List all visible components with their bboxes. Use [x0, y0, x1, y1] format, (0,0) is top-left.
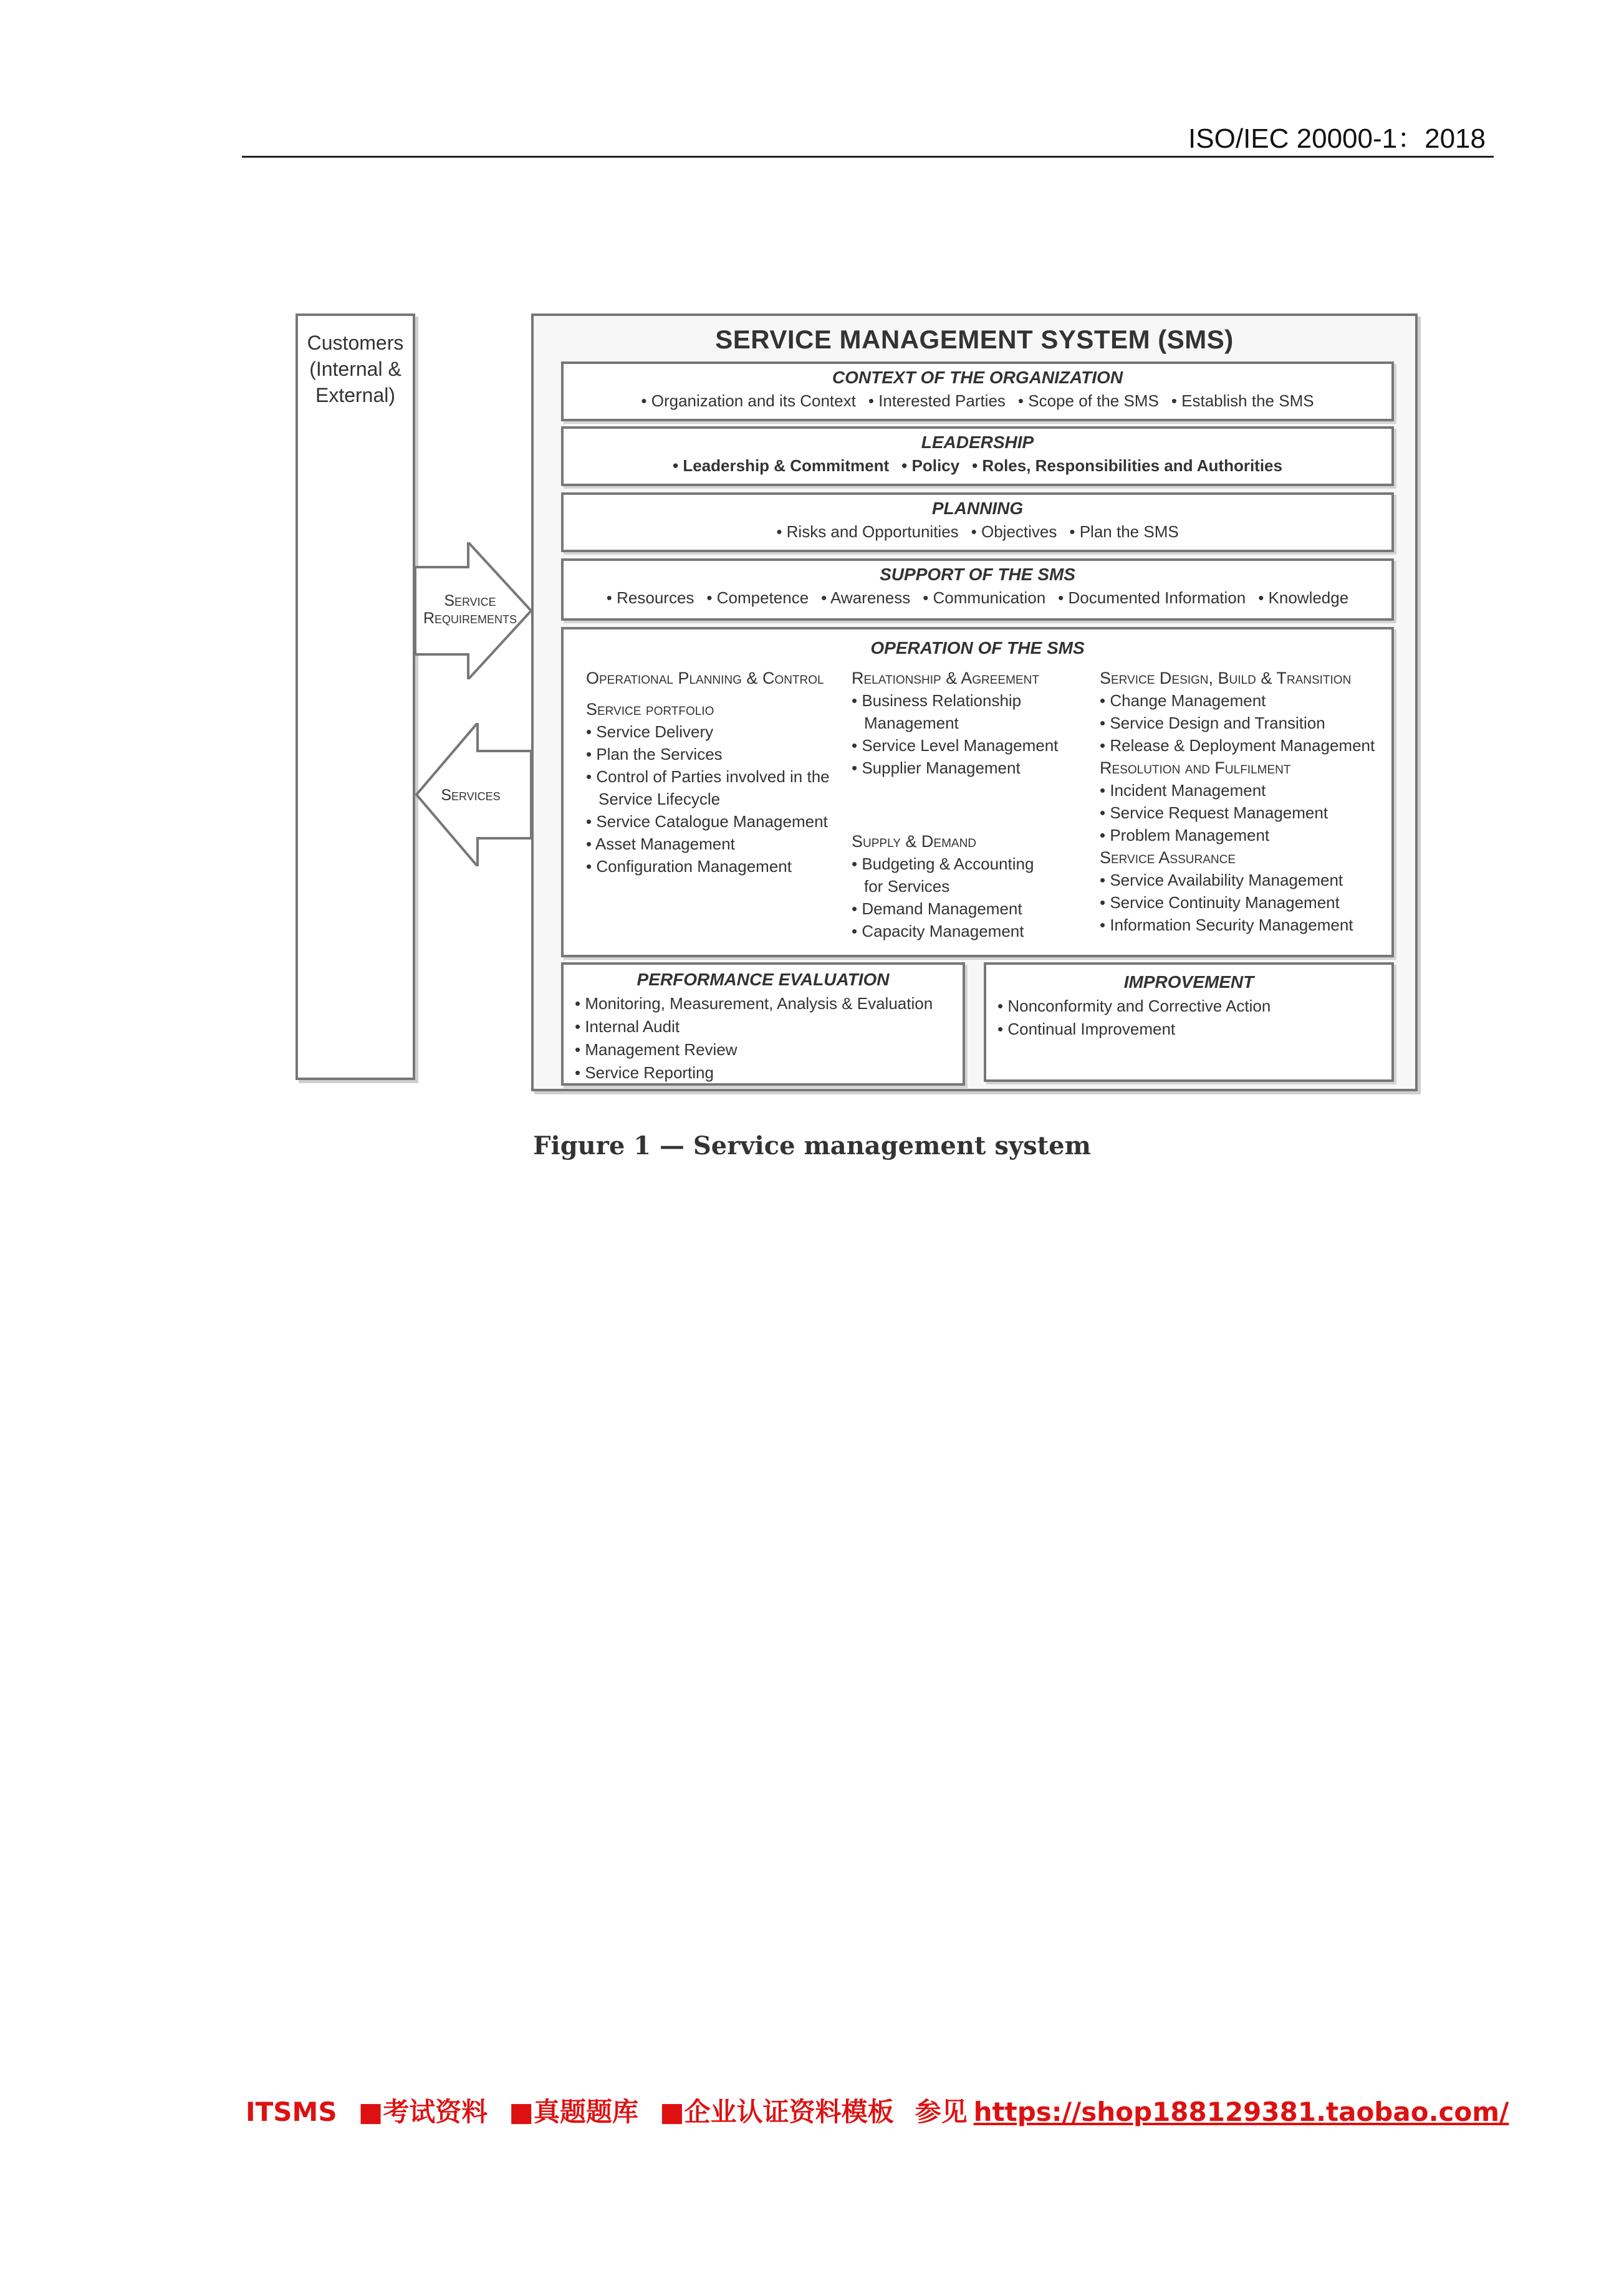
- footer-item-3: ■企业认证资料模板: [659, 2097, 894, 2127]
- planning-band: [561, 492, 1394, 552]
- op-item: • Release & Deployment Management: [1100, 736, 1375, 755]
- customers-line-3: External): [315, 384, 396, 406]
- context-item: • Establish the SMS: [1171, 391, 1314, 410]
- planning-item: • Plan the SMS: [1069, 522, 1179, 541]
- support-item: • Communication: [923, 588, 1046, 607]
- op-portfolio-heading: Service portfolio: [586, 700, 714, 719]
- improvement-item: • Nonconformity and Corrective Action: [997, 997, 1271, 1015]
- performance-item: • Management Review: [575, 1040, 738, 1059]
- service-requirements-label: [414, 592, 526, 627]
- op-item-cont: for Services: [864, 877, 950, 896]
- op-item: • Demand Management: [852, 899, 1022, 918]
- op-item: • Asset Management: [586, 835, 735, 853]
- footer-item-2: ■真题题库: [509, 2097, 638, 2127]
- context-band: [561, 361, 1394, 421]
- sms-title: SERVICE MANAGEMENT SYSTEM (SMS): [715, 325, 1234, 354]
- support-item: • Resources: [606, 588, 694, 607]
- op-item: • Service Continuity Management: [1100, 893, 1340, 912]
- performance-items: [564, 992, 963, 1084]
- improvement-items: [986, 995, 1391, 1041]
- context-item: • Scope of the SMS: [1017, 391, 1159, 410]
- leadership-item: • Leadership & Commitment: [673, 456, 890, 475]
- planning-title: PLANNING: [931, 499, 1024, 518]
- op-planning-heading: Operational Planning & Control: [586, 669, 824, 687]
- op-item: • Service Availability Management: [1100, 871, 1343, 889]
- op-item: • Supplier Management: [852, 758, 1021, 777]
- planning-items: [564, 522, 1391, 542]
- support-band: [561, 558, 1394, 621]
- services-label: Services: [441, 787, 501, 804]
- op-item: • Capacity Management: [852, 922, 1024, 940]
- footer-see: 参见: [915, 2097, 968, 2127]
- op-item: • Control of Parties involved in the: [586, 767, 830, 786]
- footer-brand: ITSMS: [246, 2097, 337, 2127]
- operation-title: OPERATION OF THE SMS: [870, 638, 1085, 658]
- operation-col-planning: [586, 667, 830, 878]
- support-item: • Knowledge: [1258, 588, 1349, 607]
- leadership-title: LEADERSHIP: [921, 433, 1034, 452]
- op-supply-heading: Supply & Demand: [852, 832, 977, 851]
- op-assurance-heading: Service Assurance: [1100, 848, 1236, 867]
- support-item: • Awareness: [821, 588, 911, 607]
- op-item: • Budgeting & Accounting: [852, 854, 1034, 873]
- context-title: CONTEXT OF THE ORGANIZATION: [832, 368, 1123, 387]
- performance-box: [561, 962, 965, 1086]
- context-items: [564, 391, 1391, 411]
- op-item: • Incident Management: [1100, 781, 1266, 800]
- op-item: • Plan the Services: [586, 745, 723, 763]
- performance-item: • Monitoring, Measurement, Analysis & Evaluation: [575, 994, 933, 1013]
- op-item: • Service Level Management: [852, 736, 1059, 755]
- operation-col-design: [1100, 667, 1375, 936]
- leadership-item: • Policy: [901, 456, 960, 475]
- op-item: • Information Security Management: [1100, 916, 1353, 934]
- op-item: • Configuration Management: [586, 857, 792, 876]
- improvement-title: IMPROVEMENT: [1123, 972, 1254, 992]
- header-standard: ISO/IEC 20000-1：2018: [1188, 123, 1486, 154]
- op-resolution-heading: Resolution and Fulfilment: [1100, 758, 1291, 777]
- footer-item-1: ■考试资料: [358, 2097, 488, 2127]
- customers-line-2: (Internal &: [309, 358, 401, 380]
- footer-ad: [246, 2092, 1509, 2129]
- planning-item: • Objectives: [971, 522, 1057, 541]
- operation-col-relationship: [852, 667, 1058, 942]
- leadership-items: [564, 456, 1391, 476]
- op-item: • Service Design and Transition: [1100, 714, 1325, 732]
- performance-item: • Internal Audit: [575, 1017, 680, 1036]
- service-requirements-label-2: Requirements: [423, 610, 517, 627]
- planning-item: • Risks and Opportunities: [776, 522, 959, 541]
- improvement-box: [984, 962, 1394, 1082]
- op-item: • Business Relationship: [852, 691, 1022, 710]
- footer-link[interactable]: https://shop188129381.taobao.com/: [973, 2097, 1509, 2127]
- op-design-heading: Service Design, Build & Transition: [1100, 669, 1352, 687]
- support-title: SUPPORT OF THE SMS: [880, 565, 1075, 584]
- figure-caption: Figure 1 — Service management system: [533, 1131, 1091, 1160]
- customers-box: [295, 313, 415, 1080]
- performance-item: • Service Reporting: [575, 1063, 714, 1082]
- op-item-cont: Management: [864, 714, 959, 732]
- performance-title: PERFORMANCE EVALUATION: [637, 970, 890, 989]
- op-relationship-heading: Relationship & Agreement: [852, 669, 1039, 687]
- op-item: • Problem Management: [1100, 826, 1270, 844]
- context-item: • Interested Parties: [868, 391, 1006, 410]
- header-rule: [242, 156, 1494, 158]
- op-item: • Service Delivery: [586, 722, 714, 741]
- support-item: • Competence: [706, 588, 809, 607]
- leadership-band: [561, 426, 1394, 486]
- support-item: • Documented Information: [1058, 588, 1246, 607]
- improvement-item: • Continual Improvement: [997, 1020, 1176, 1038]
- op-item: • Service Request Management: [1100, 803, 1329, 822]
- service-requirements-label-1: Service: [444, 592, 496, 610]
- op-item: • Service Catalogue Management: [586, 812, 828, 831]
- op-item: • Change Management: [1100, 691, 1266, 710]
- op-item-cont: Service Lifecycle: [598, 790, 721, 808]
- support-items: [564, 588, 1391, 608]
- context-item: • Organization and its Context: [641, 391, 856, 410]
- leadership-item: • Roles, Responsibilities and Authorities: [972, 456, 1282, 475]
- customers-line-1: Customers: [307, 332, 404, 354]
